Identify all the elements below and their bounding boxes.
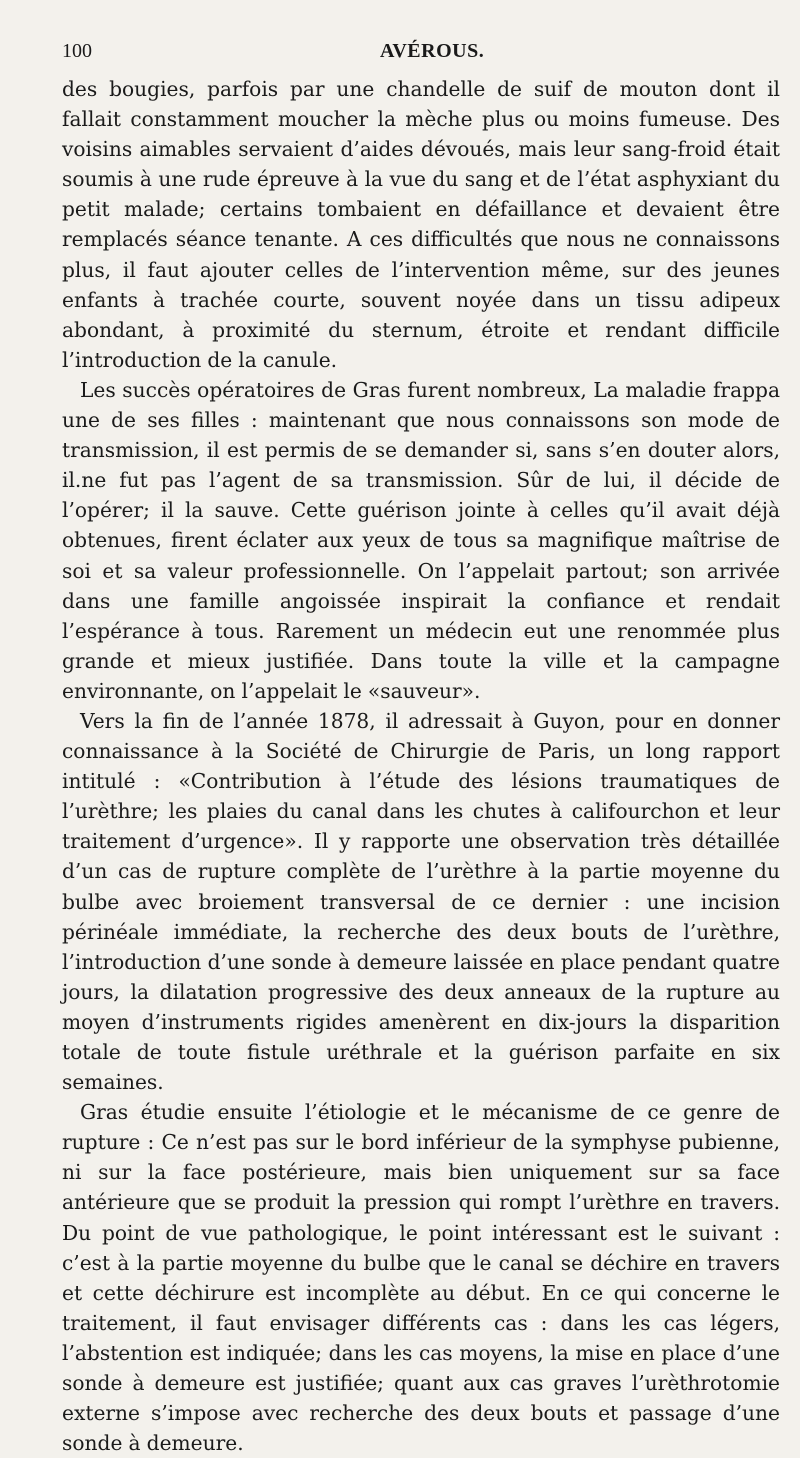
paragraph-2: Les succès opératoires de Gras furent nombreux, La maladie frappa une de ses filles : maintenant que nous connaissons son mode de transmission, il est permis de se demander si, sans s’en douter alors, il.ne fut pas l’agent de sa transmission. Sûr de lui, il décide de l’opérer; il la sauve. Cette guérison jointe à celles qu’il avait déjà obtenues, firent éclater aux yeux de tous sa magnifique maîtrise de soi et sa valeur professionnelle. On l’appelait partout; son arrivée dans une famille angoissée inspirait la confiance et rendait l’espérance à tous. Rarement un médecin eut une renommée plus grande et mieux justifiée. Dans toute la ville et la campagne environnante, on l’appelait le «sauveur». [62, 377, 780, 703]
paragraph-1: des bougies, parfois par une chandelle de suif de mouton dont il fallait constamment moucher la mèche plus ou moins fumeuse. Des voisins aimables servaient d’aides dévoués, mais leur sang-froid était soumis à une rude épreuve à la vue du sang et de l’état asphyxiant du petit malade; certains tombaient en défaillance et devaient être remplacés séance tenante. A ces difficultés que nous ne connaissons plus, il faut ajouter celles de l’intervention même, sur des jeunes enfants à trachée courte, souvent noyée dans un tissu adipeux abondant, à proximité du sternum, étroite et rendant difficile l’introduction de la canule. [62, 77, 780, 372]
paragraph-3: Vers la fin de l’année 1878, il adressait à Guyon, pour en donner connaissance à la Société de Chirurgie de Paris, un long rapport intitulé : «Contribution à l’étude des lésions traumatiques de l’urèthre; les plaies du canal dans les chutes à califourchon et leur traitement d’urgence». Il y rapporte une observation très détaillée d’un cas de rupture complète de l’urèthre à la partie moyenne du bulbe avec broiement transversal de ce dernier : une incision périnéale immédiate, la recherche des deux bouts de l’urèthre, l’introduction d’une sonde à demeure laissée en place pendant quatre jours, la dilatation progressive des deux anneaux de la rupture au moyen d’instruments rigides amenèrent en dix-jours la disparition totale de toute fistule uréthrale et la guérison parfaite en six semaines. [62, 708, 780, 1095]
book-page [62, 34, 780, 1458]
running-head: AVÉROUS. [380, 40, 485, 62]
page-number: 100 [62, 40, 92, 62]
page-header [62, 34, 780, 74]
paragraph-4: Gras étudie ensuite l’étiologie et le mécanisme de ce genre de rupture : Ce n’est pas sur le bord inférieur de la symphyse pubienne, ni sur la face postérieure, mais bien uniquement sur sa face antérieure que se produit la pression qui rompt l’urèthre en travers. Du point de vue pathologique, le point intéressant est le suivant : c’est à la partie moyenne du bulbe que le canal se déchire en travers et cette déchirure est incomplète au début. En ce qui concerne le traitement, il faut envisager différents cas : dans les cas légers, l’abstention est indiquée; dans les cas moyens, la mise en place d’une sonde à demeure est justifiée; quant aux cas graves l’urèthrotomie externe s’impose avec recherche des deux bouts et passage d’une sonde à demeure. [62, 1100, 780, 1456]
